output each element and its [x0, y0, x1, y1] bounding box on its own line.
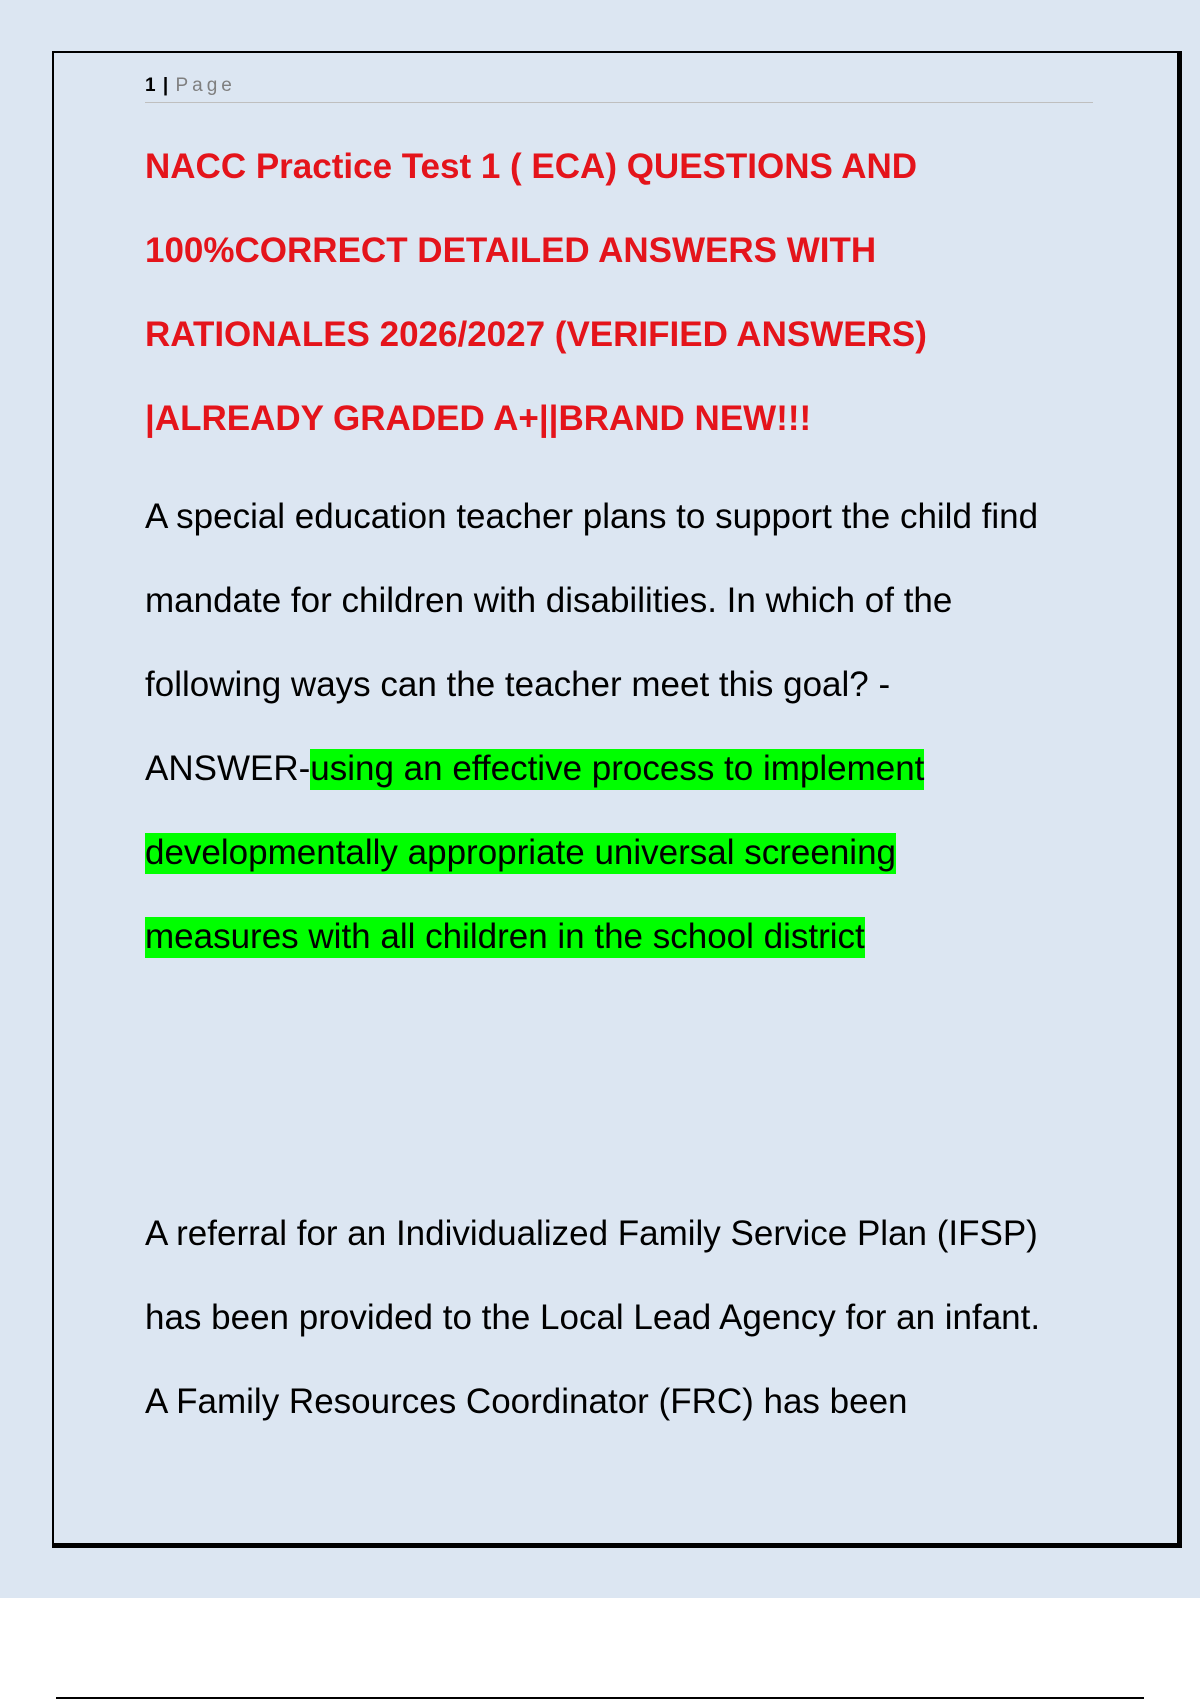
question-2 — [145, 1192, 1105, 1444]
document-title — [145, 125, 1105, 461]
title-line: 100%CORRECT DETAILED ANSWERS WITH — [145, 231, 877, 270]
answer-line — [145, 811, 1105, 895]
answer-line — [145, 895, 1105, 979]
question-text-line: A referral for an Individualized Family Service Plan (IFSP) — [145, 1214, 1038, 1253]
answer-highlight: measures with all children in the school district — [145, 917, 865, 956]
question-1 — [145, 475, 1105, 979]
question-text-line: mandate for children with disabilities. In which of the — [145, 581, 953, 620]
question-text-line: A special education teacher plans to support the child find — [145, 497, 1039, 536]
footer-rule — [56, 1697, 1144, 1699]
answer-prefix: ANSWER- — [145, 749, 311, 788]
question-text-line: has been provided to the Local Lead Agency for an infant. — [145, 1298, 1041, 1337]
page-separator: | — [162, 75, 169, 96]
question-text-line: A Family Resources Coordinator (FRC) has been — [145, 1382, 908, 1421]
answer-highlight: developmentally appropriate universal screening — [145, 833, 896, 872]
page-header — [145, 74, 1093, 103]
title-line: RATIONALES 2026/2027 (VERIFIED ANSWERS) — [145, 315, 927, 354]
title-line: |ALREADY GRADED A+||BRAND NEW!!! — [145, 399, 812, 438]
title-line: NACC Practice Test 1 ( ECA) QUESTIONS AND — [145, 147, 918, 186]
page-label: Page — [175, 75, 236, 96]
answer-highlight: using an effective process to implement — [310, 749, 925, 788]
answer-line — [145, 727, 1105, 811]
question-text-line: following ways can the teacher meet this goal? - — [145, 665, 891, 704]
page-number: 1 — [145, 75, 156, 96]
